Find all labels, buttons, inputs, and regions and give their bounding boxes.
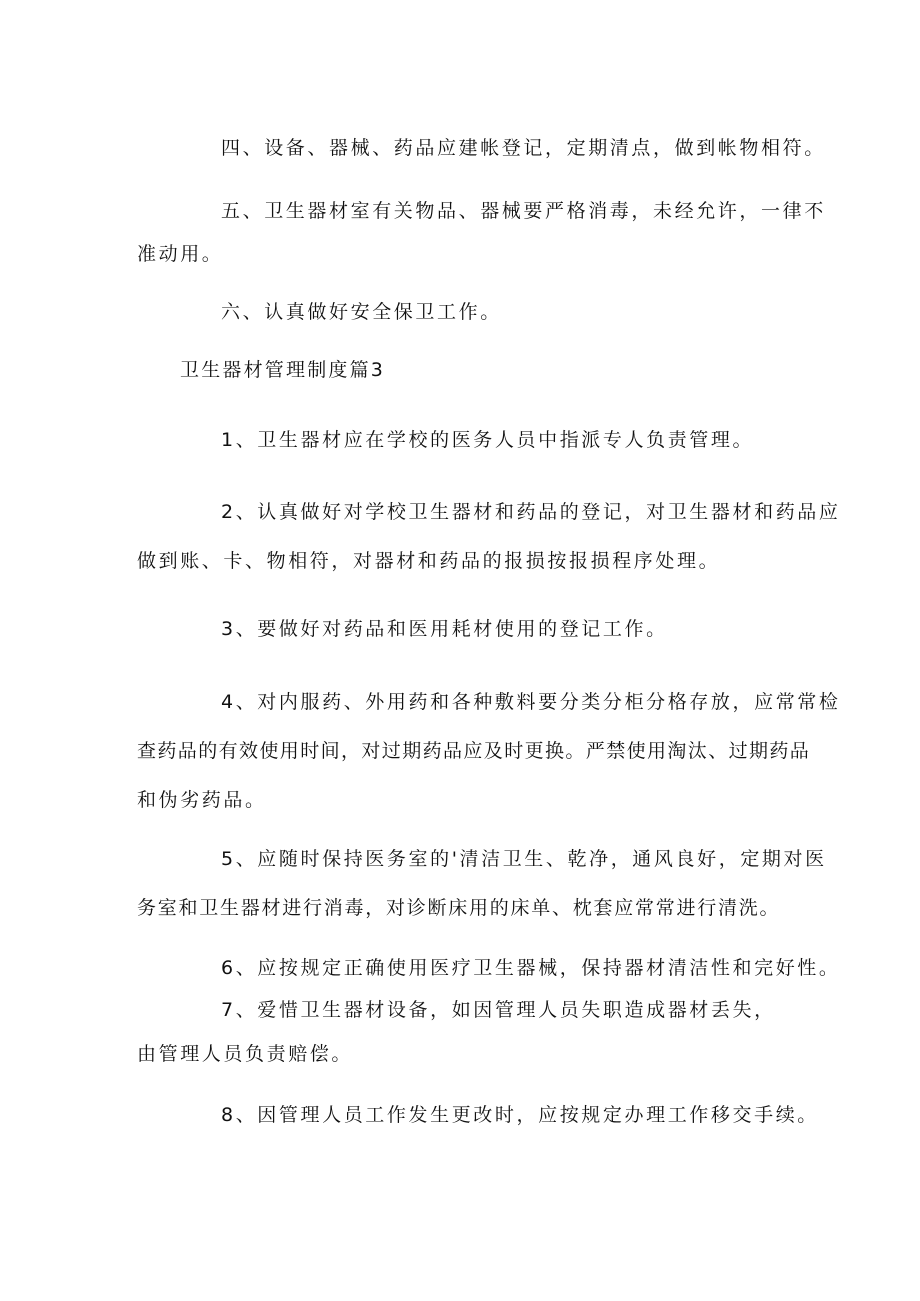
item-3-line-1: 3、要做好对药品和医用耗材使用的登记工作。 bbox=[221, 618, 668, 640]
item-7-line-1: 7、爱惜卫生器材设备，如因管理人员失职造成器材丢失， bbox=[221, 999, 776, 1021]
rule-4-line-1: 四、设备、器械、药品应建帐登记，定期清点，做到帐物相符。 bbox=[221, 137, 826, 159]
item-6-line-1: 6、应按规定正确使用医疗卫生器械，保持器材清洁性和完好性。 bbox=[221, 957, 841, 979]
rule-5-line-2: 准动用。 bbox=[137, 243, 224, 265]
item-8-line-1: 8、因管理人员工作发生更改时，应按规定办理工作移交手续。 bbox=[221, 1104, 819, 1126]
rule-5-line-1: 五、卫生器材室有关物品、器械要严格消毒，未经允许，一律不 bbox=[221, 200, 826, 222]
item-4-line-1: 4、对内服药、外用药和各种敷料要分类分柜分格存放，应常常检 bbox=[221, 691, 841, 713]
item-5-line-1: 5、应随时保持医务室的'清洁卫生、乾净，通风良好，定期对医 bbox=[221, 848, 827, 870]
rule-6-line-1: 六、认真做好安全保卫工作。 bbox=[221, 301, 502, 323]
item-2-line-1: 2、认真做好对学校卫生器材和药品的登记，对卫生器材和药品应 bbox=[221, 501, 841, 523]
item-1-line-1: 1、卫生器材应在学校的医务人员中指派专人负责管理。 bbox=[221, 429, 755, 451]
item-5-line-2: 务室和卫生器材进行消毒，对诊断床用的床单、枕套应常常进行清洗。 bbox=[137, 897, 781, 919]
item-2-line-2: 做到账、卡、物相符，对器材和药品的报损按报损程序处理。 bbox=[137, 550, 721, 572]
item-4-line-3: 和伪劣药品。 bbox=[137, 789, 267, 811]
item-4-line-2: 查药品的有效使用时间，对过期药品应及时更换。严禁使用淘汰、过期药品 bbox=[137, 740, 811, 762]
section-heading: 卫生器材管理制度篇3 bbox=[180, 359, 386, 381]
item-7-line-2: 由管理人员负责赔偿。 bbox=[137, 1043, 354, 1065]
